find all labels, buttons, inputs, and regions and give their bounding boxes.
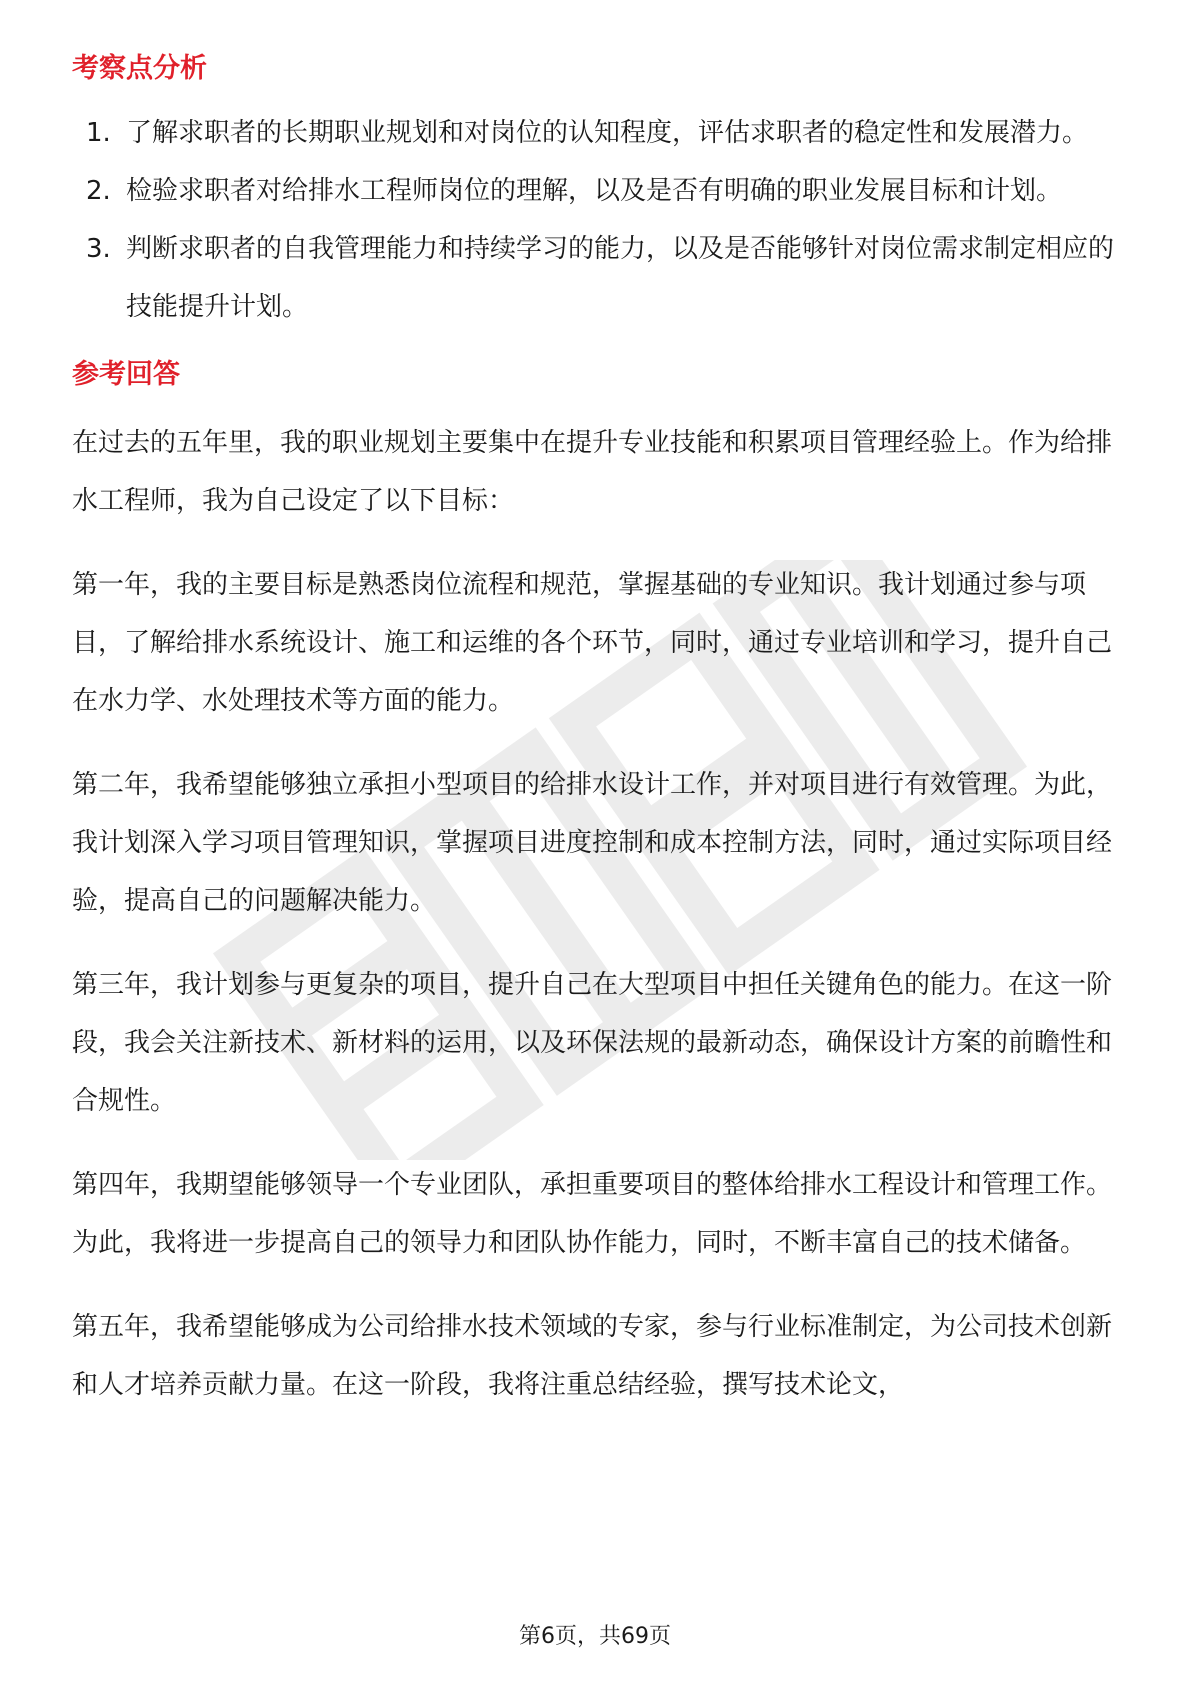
answer-paragraph-year-2: 第二年，我希望能够独立承担小型项目的给排水设计工作，并对项目进行有效管理。为此，我计划深入学习项目管理知识，掌握项目进度控制和成本控制方法，同时，通过实际项目经验，提高自己的问题解决能力。 [72,770,1113,916]
analysis-item-text: 了解求职者的长期职业规划和对岗位的认知程度，评估求职者的稳定性和发展潜力。 [126,118,1089,148]
answer-paragraph-year-3: 第三年，我计划参与更复杂的项目，提升自己在大型项目中担任关键角色的能力。在这一阶段，我会关注新技术、新材料的运用，以及环保法规的最新动态，确保设计方案的前瞻性和合规性。 [72,970,1113,1116]
answer-paragraph-year-5: 第五年，我希望能够成为公司给排水技术领域的专家，参与行业标准制定，为公司技术创新和人才培养贡献力量。在这一阶段，我将注重总结经验，撰写技术论文， [72,1312,1113,1400]
answer-heading: 参考回答 [72,359,180,390]
analysis-item-1 [72,104,1118,162]
analysis-heading: 考察点分析 [72,53,207,84]
analysis-item-2 [72,162,1118,220]
answer-paragraph-year-4: 第四年，我期望能够领导一个专业团队，承担重要项目的整体给排水工程设计和管理工作。为此，我将进一步提高自己的领导力和团队协作能力，同时，不断丰富自己的技术储备。 [72,1170,1113,1258]
analysis-item-text: 检验求职者对给排水工程师岗位的理解，以及是否有明确的职业发展目标和计划。 [126,176,1063,206]
page-content [72,44,1118,1414]
page-footer: 第6页，共69页 [519,1624,671,1649]
analysis-list [72,104,1118,336]
answer-paragraph-intro: 在过去的五年里，我的职业规划主要集中在提升专业技能和积累项目管理经验上。作为给排水工程师，我为自己设定了以下目标： [72,428,1113,516]
analysis-item-number: 2. [86,176,111,206]
answer-paragraph-year-1: 第一年，我的主要目标是熟悉岗位流程和规范，掌握基础的专业知识。我计划通过参与项目，了解给排水系统设计、施工和运维的各个环节，同时，通过专业培训和学习，提升自己在水力学、水处理技术等方面的能力。 [72,570,1113,716]
analysis-item-text: 判断求职者的自我管理能力和持续学习的能力，以及是否能够针对岗位需求制定相应的技能提升计划。 [126,234,1115,322]
analysis-item-3 [72,220,1118,336]
analysis-item-number: 1. [86,118,111,148]
analysis-item-number: 3. [86,234,111,264]
